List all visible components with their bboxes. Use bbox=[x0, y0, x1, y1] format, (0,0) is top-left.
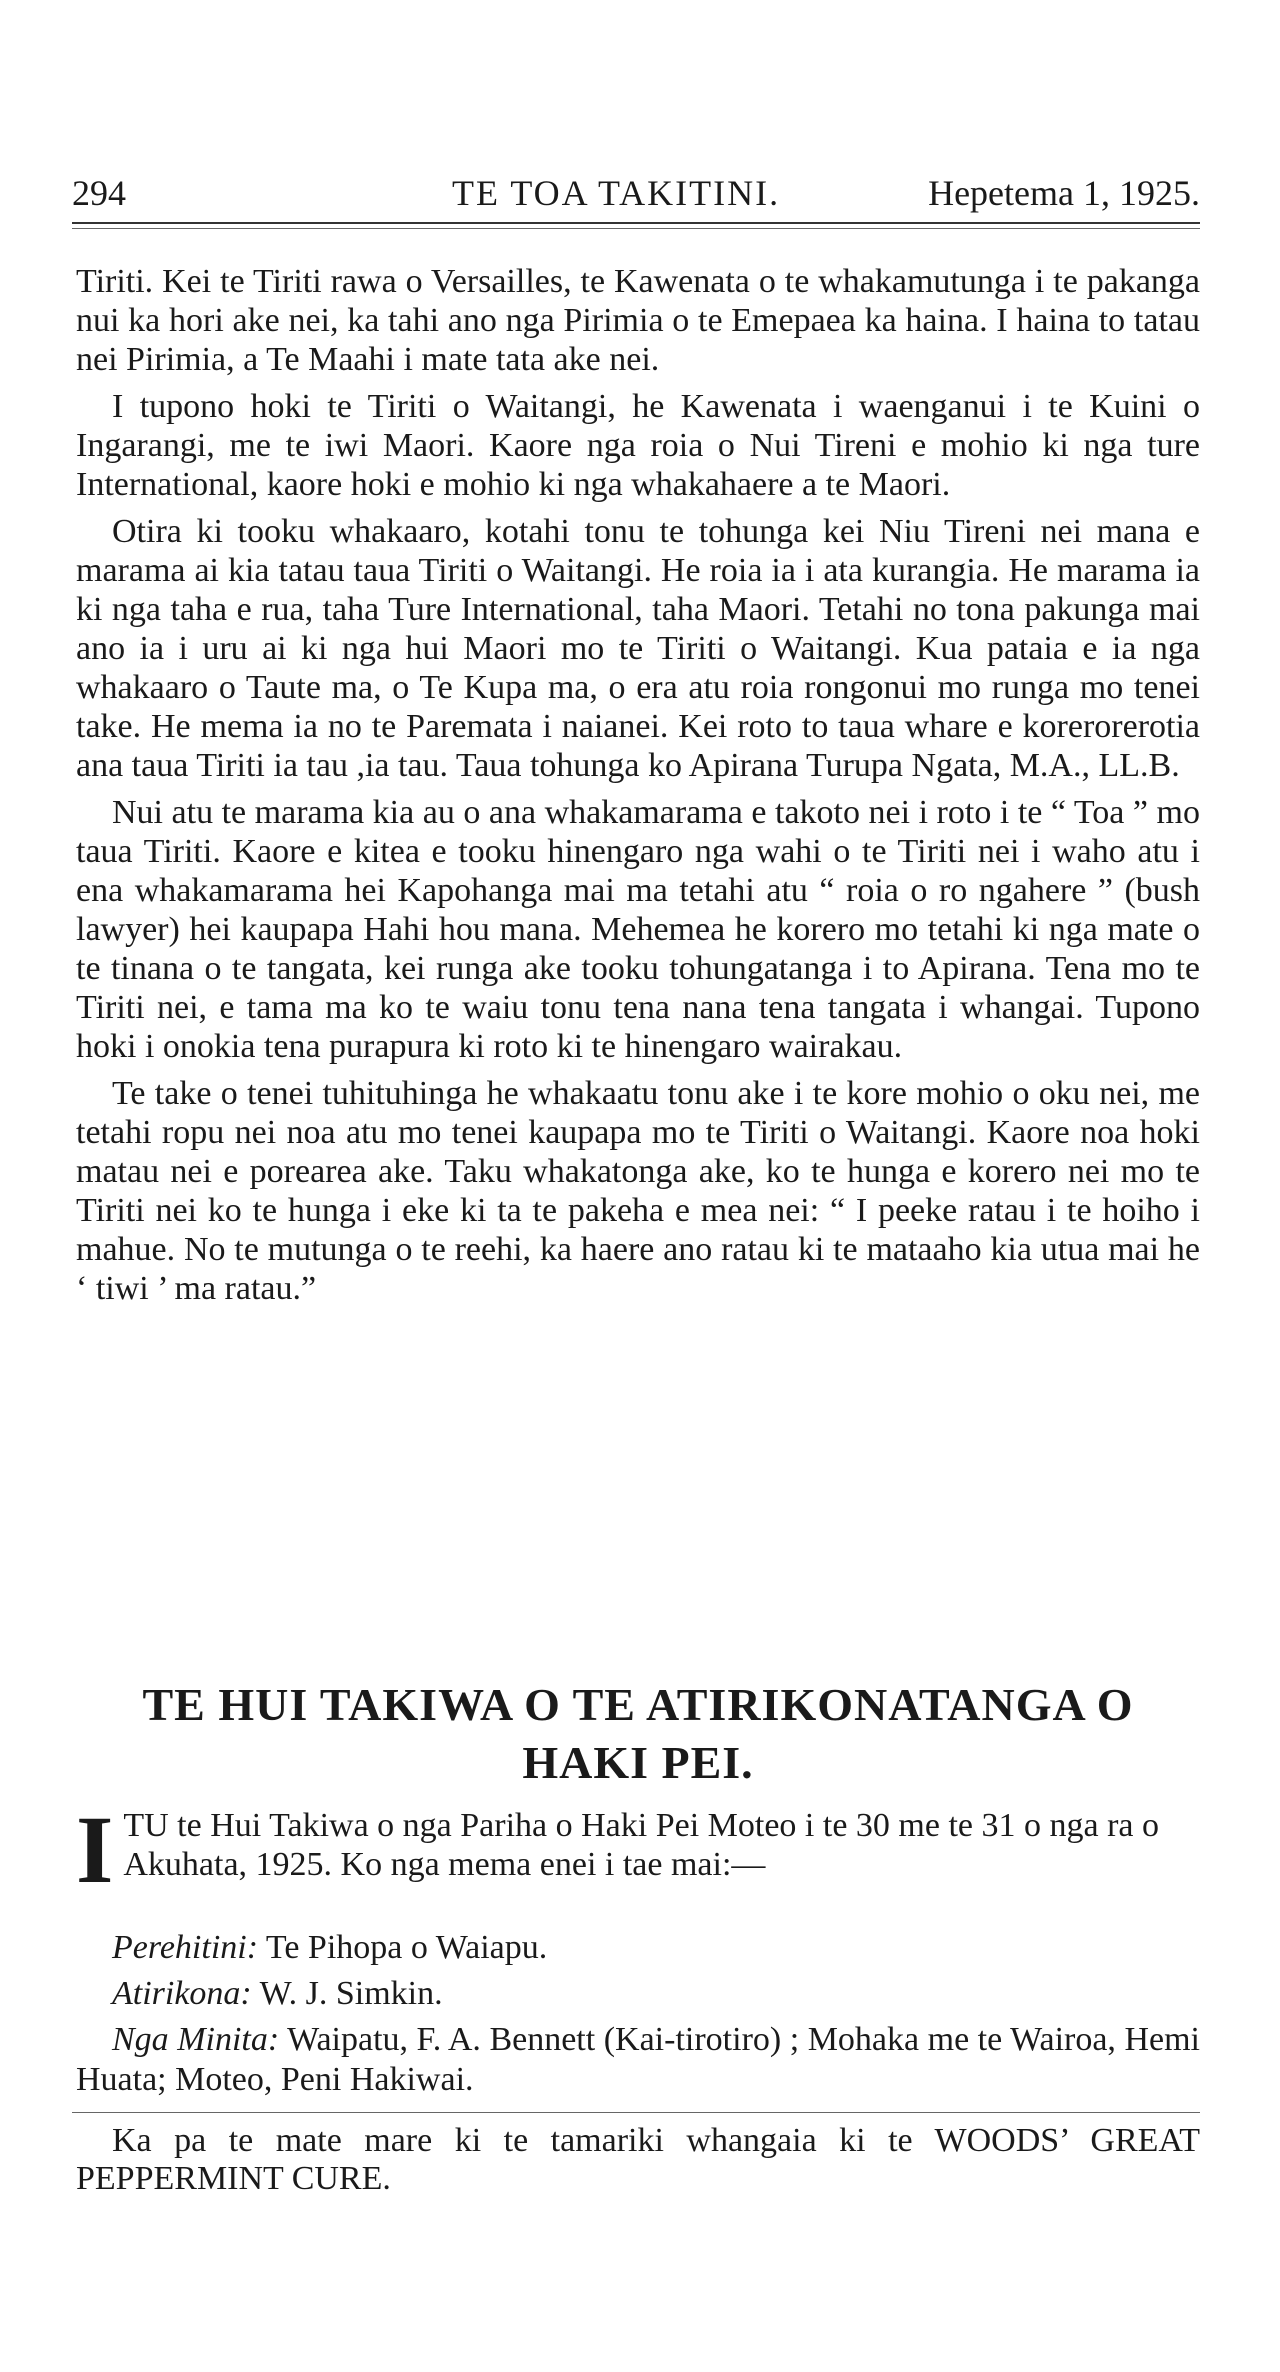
staff-role: Atirikona: bbox=[112, 1975, 252, 2012]
staff-name: Waipatu, F. A. Bennett (Kai-tirotiro) ; Mohaka me te Wairoa, Hemi Huata; Moteo, Peni Hakiwai. bbox=[76, 2021, 1200, 2098]
page-number: 294 bbox=[72, 173, 126, 213]
staff-entry bbox=[76, 2020, 1200, 2100]
staff-role: Nga Minita: bbox=[112, 2021, 280, 2058]
header-rule bbox=[72, 222, 1200, 224]
staff-name: W. J. Simkin. bbox=[259, 1975, 443, 2012]
staff-entry bbox=[76, 1974, 1200, 2014]
staff-entry bbox=[76, 1928, 1200, 1968]
header-rule-secondary bbox=[72, 228, 1200, 229]
section-heading-line-1: TE HUI TAKIWA O TE ATIRIKONATANGA O bbox=[142, 1679, 1134, 1730]
staff-list bbox=[76, 1928, 1200, 2106]
paragraph-2: I tupono hoki te Tiriti o Waitangi, he Kawenata i waenganui i te Kuini o Ingarangi, me te iwi Maori. Kaore nga roia o Nui Tireni e mohio ki nga ture International, kaore hoki e mohio ki nga whakahaere a te Maori. bbox=[76, 388, 1200, 503]
section-intro bbox=[76, 1796, 1200, 1903]
staff-name: Te Pihopa o Waiapu. bbox=[265, 1929, 548, 1966]
section-heading-line-2: HAKI PEI. bbox=[522, 1737, 754, 1788]
advert-rule bbox=[72, 2112, 1200, 2113]
section-heading bbox=[76, 1676, 1200, 1792]
paragraph-3: Otira ki tooku whakaaro, kotahi tonu te tohunga kei Niu Tireni nei mana e marama ai kia tatau taua Tiriti o Waitangi. He roia ia i ata kurangia. He marama ia ki nga taha e rua, taha Ture International, taha Maori. Tetahi no tona pakunga mai ano ia i uru ai ki nga hui Maori mo te Tiriti o Waitangi. Kua pataia e ia nga whakaaro o Taute ma, o Te Kupa ma, o era atu roia rongonui mo runga mo tenei take. He mema ia no te Paremata i naianei. Kei roto to taua whare e korerorerotia ana taua Tiriti ia tau ,ia tau. Taua tohunga ko Apirana Turupa Ngata, M.A., LL.B. bbox=[76, 513, 1200, 784]
section-intro-text: TU te Hui Takiwa o nga Pariha o Haki Pei Moteo i te 30 me te 31 o nga ra o Akuhata, 1925. Ko nga mema enei i tae mai:— bbox=[123, 1807, 1159, 1883]
staff-role: Perehitini: bbox=[112, 1929, 259, 1966]
paragraph-4: Nui atu te marama kia au o ana whakamarama e takoto nei i roto i te “ Toa ” mo taua Tiriti. Kaore e kitea e tooku hinengaro nga wahi o te Tiriti nei i waho atu i ena whakamarama hei Kapohanga mai ma tetahi atu “ roia o ro ngahere ” (bush lawyer) hei kaupapa Hahi hou mana. Mehemea he korero mo tetahi ki nga mate o te tinana o te tangata, kei runga ake tooku tohungatanga i to Apirana. Tena mo te Tiriti nei, e tama ma ko te waiu tonu tena nana tena tangata i whangai. Tupono hoki i onokia tena purapura ki roto ki te hinengaro wairakau. bbox=[76, 794, 1200, 1065]
drop-cap: I bbox=[76, 1796, 114, 1903]
publication-title: TE TOA TAKITINI. bbox=[452, 173, 781, 213]
advertisement: Ka pa te mate mare ki te tamariki whangaia ki te WOODS’ GREAT PEPPERMINT CURE. bbox=[76, 2122, 1200, 2197]
paragraph-1: Tiriti. Kei te Tiriti rawa o Versailles, te Kawenata o te whakamutunga i te pakanga nui ka hori ake nei, ka tahi ano nga Pirimia o te Emepaea ka haina. I haina to tatau nei Pirimia, a Te Maahi i mate tata ake nei. bbox=[76, 263, 1200, 378]
article-body bbox=[76, 262, 1200, 1308]
paragraph-5: Te take o tenei tuhituhinga he whakaatu tonu ake i te kore mohio o oku nei, me tetahi ropu nei noa atu mo tenei kaupapa mo te Tiriti o Waitangi. Kaore noa hoki matau nei e porearea ake. Taku whakatonga ake, ko te hunga e korero nei mo te Tiriti nei ko te hunga i eke ki ta te pakeha e mea nei: “ I peeke ratau i te hoiho i mahue. No te mutunga o te reehi, ka haere ano ratau ki te mataaho kia utua mai he ‘ tiwi ’ ma ratau.” bbox=[76, 1075, 1200, 1307]
running-header bbox=[72, 170, 1200, 216]
issue-date: Hepetema 1, 1925. bbox=[928, 173, 1200, 213]
